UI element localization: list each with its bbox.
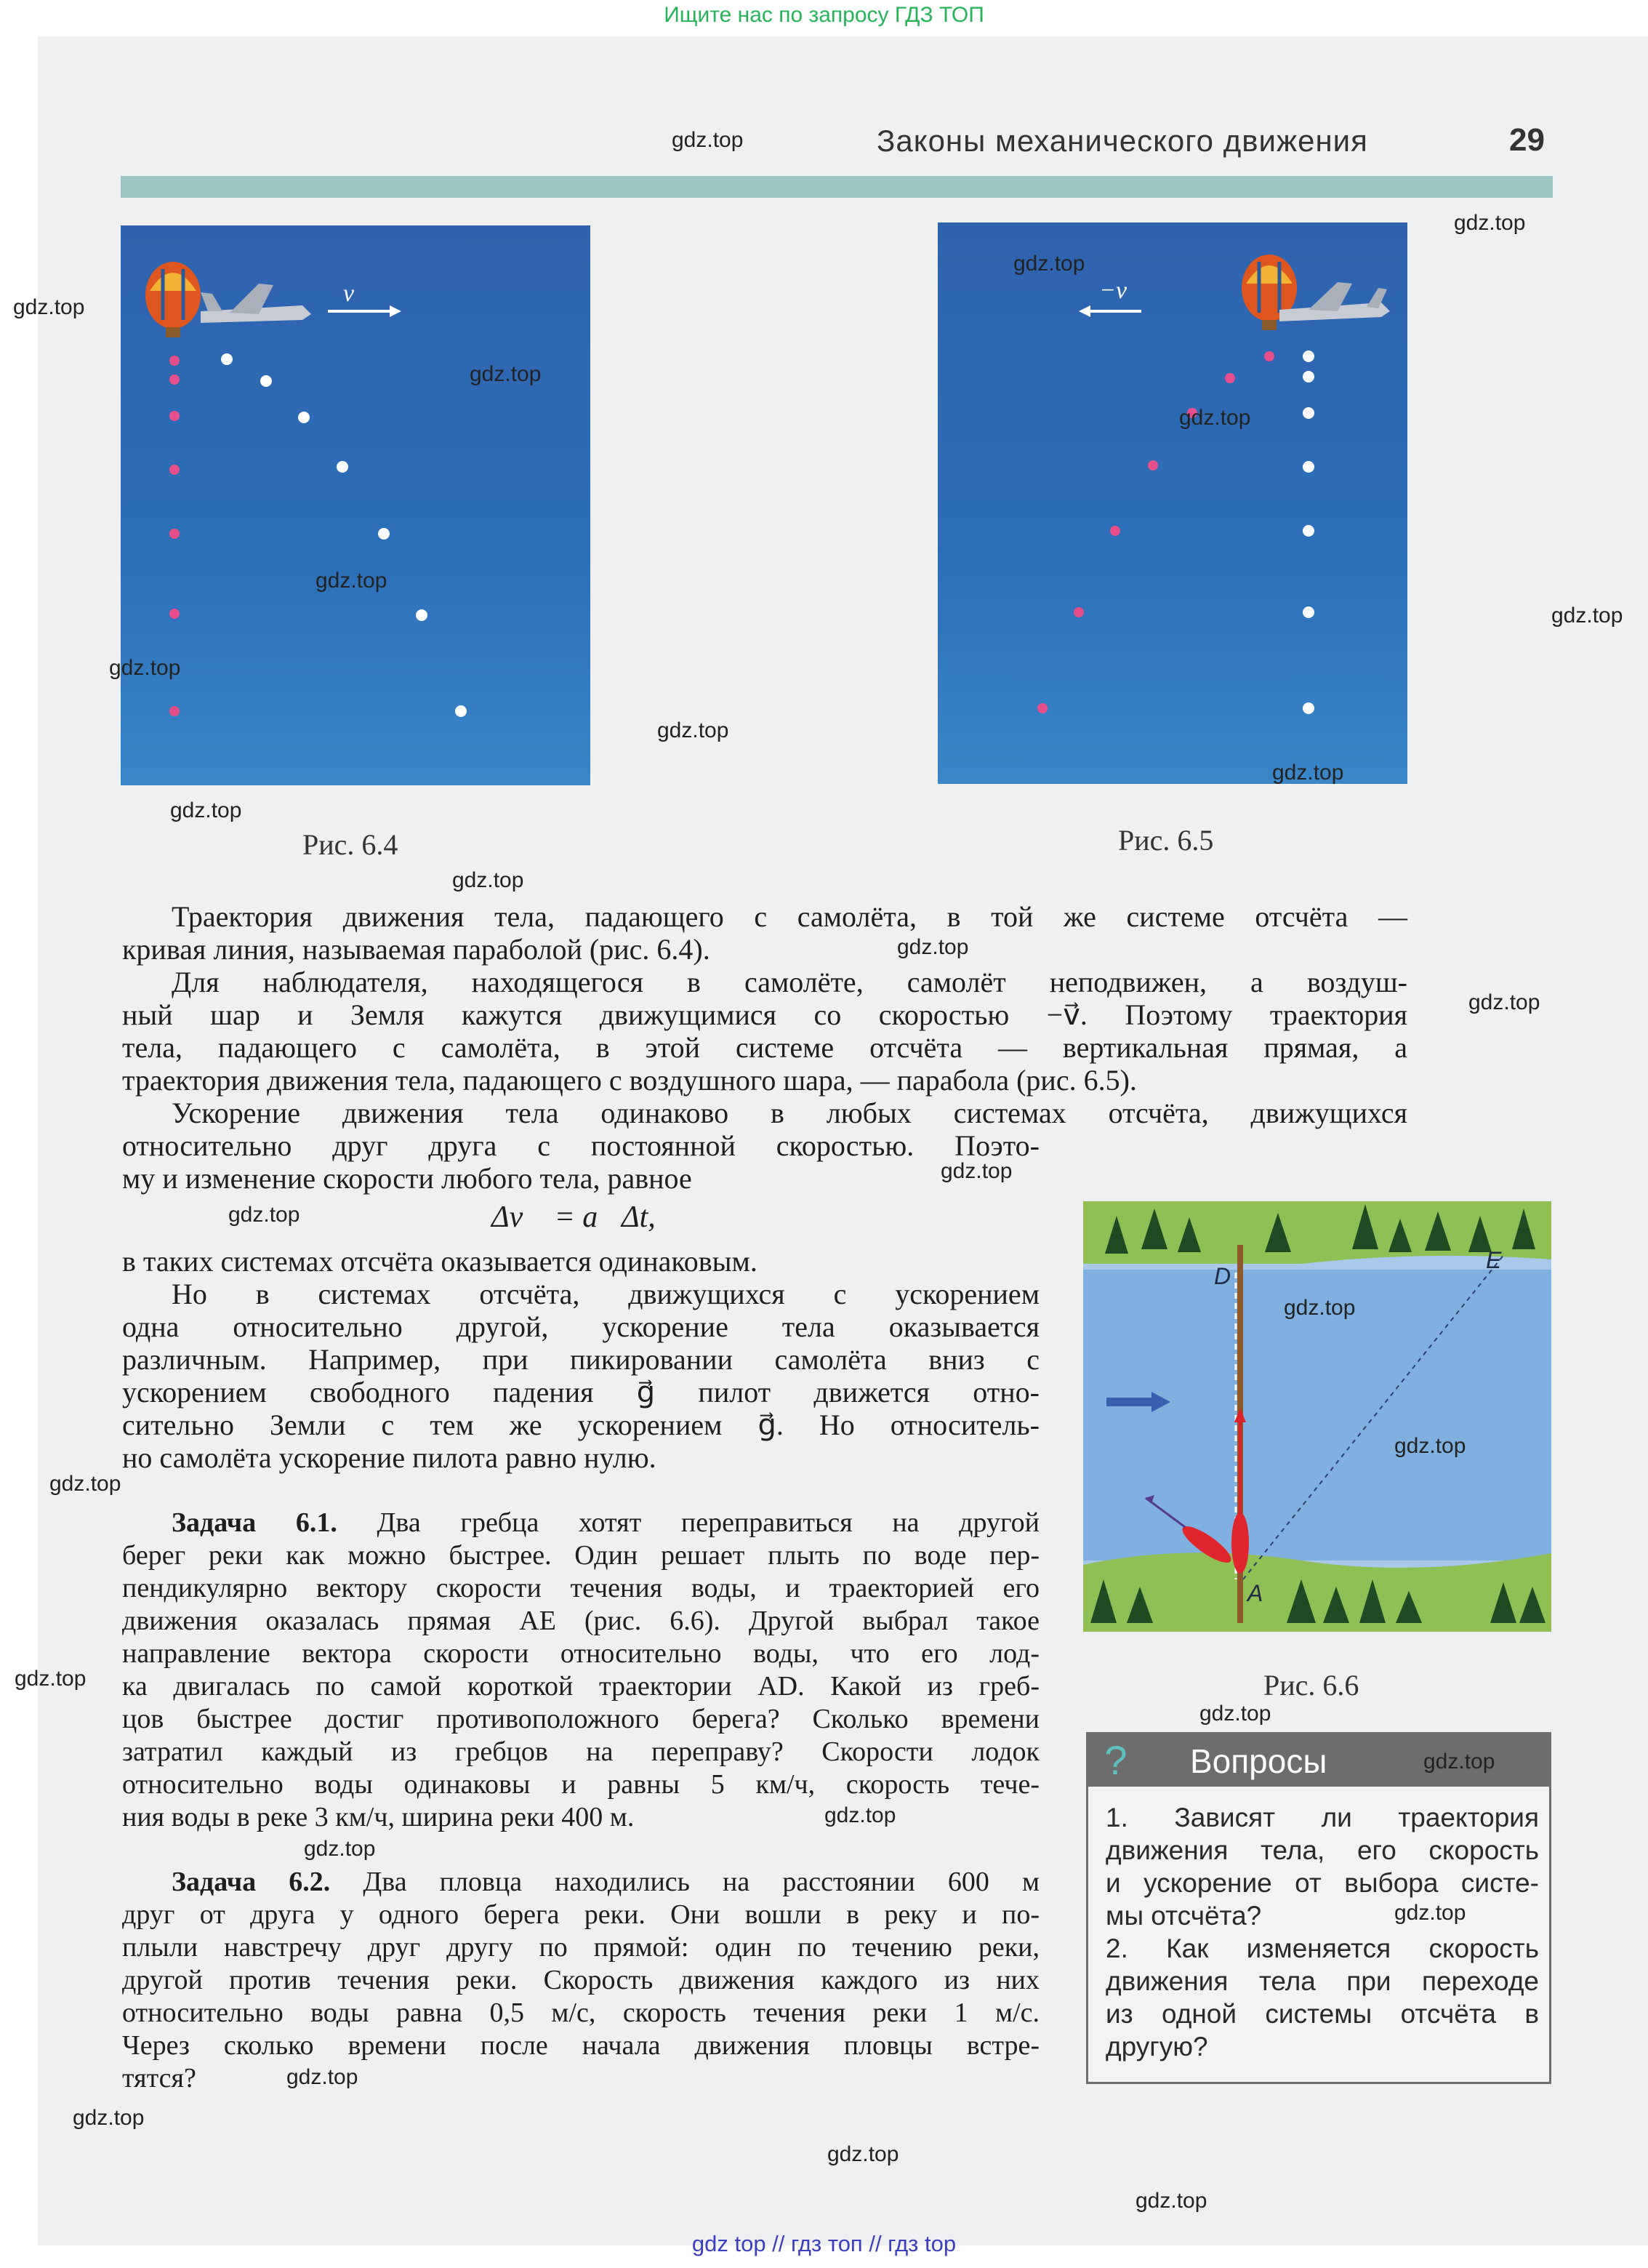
watermark: gdz.top (286, 2065, 358, 2089)
top-banner: Ищите нас по запросу ГДЗ ТОП (664, 3, 984, 27)
text-line: кривая линия, называемая параболой (рис. 6.4). (122, 933, 710, 966)
paragraph-1 (122, 900, 1407, 966)
watermark: gdz.top (824, 1803, 896, 1827)
watermark: gdz.top (73, 2106, 145, 2130)
text-line: относительно друг друга с постоянной скоростью. Поэто- (122, 1129, 1040, 1162)
question-line: мы отсчёта? (1106, 1901, 1262, 1931)
text-line: тятся? (122, 2063, 196, 2093)
paragraph-5 (122, 1278, 1040, 1474)
text-line: друг от друга у одного берега реки. Они вошли в реку и по- (122, 1899, 1040, 1930)
watermark: gdz.top (897, 935, 969, 959)
watermark: gdz.top (1135, 2189, 1207, 2213)
text-line: движения оказалась прямая AE (рис. 6.6). Другой выбрал такое (122, 1606, 1040, 1636)
figure-6-6-caption: Рис. 6.6 (1263, 1669, 1359, 1702)
figure-6-5-caption: Рис. 6.5 (1118, 824, 1214, 857)
text-line: ускорением свободного падения g⃗ пилот движется отно- (122, 1376, 1040, 1409)
figure-6-5 (938, 223, 1407, 784)
task-label: Задача 6.1. (172, 1507, 337, 1538)
text-line: но самолёта ускорение пилота равно нулю. (122, 1441, 656, 1474)
watermark: gdz.top (470, 362, 542, 386)
question-line: из одной системы отсчёта в (1106, 1999, 1539, 2029)
text-line: тела, падающего с самолёта, в этой системе отсчёта — вертикальная прямая, а (122, 1031, 1407, 1064)
watermark: gdz.top (109, 656, 181, 680)
watermark: gdz.top (1394, 1901, 1466, 1925)
text-line: Траектория движения тела, падающего с самолёта, в той же системе отсчёта — (172, 900, 1407, 933)
watermark: gdz.top (672, 128, 744, 152)
watermark: gdz.top (827, 2142, 899, 2166)
watermark: gdz.top (1551, 604, 1623, 628)
text-line: Два пловца находились на расстоянии 600 м (363, 1867, 1040, 1897)
watermark: gdz.top (1423, 1750, 1495, 1774)
text-line: относительно воды одинаковы и равны 5 км/ч, скорость тече- (122, 1769, 1040, 1800)
figure-6-4 (121, 225, 590, 785)
question-line: 1. Зависят ли траектория (1106, 1803, 1539, 1832)
balloon-icon (145, 262, 201, 337)
question-line: движения тела, его скорость (1106, 1835, 1539, 1865)
watermark: gdz.top (1013, 252, 1085, 276)
text-line: ный шар и Земля кажутся движущимися со скоростью −v⃗. Поэтому траектория (122, 998, 1407, 1031)
figure-6-6-drawing (1083, 1201, 1551, 1632)
watermark: gdz.top (657, 718, 729, 742)
paragraph-2 (122, 966, 1407, 1097)
figure-6-6 (1083, 1201, 1551, 1632)
text-line: ка двигалась по самой короткой траектории AD. Какой из греб- (122, 1671, 1040, 1702)
text-line: Ускорение движения тела одинаково в любых системах отсчёта, движущихся (172, 1097, 1407, 1129)
velocity-label: v⃗ (343, 280, 374, 307)
text-line: му и изменение скорости любого тела, равное (122, 1162, 692, 1195)
label-a: A (1247, 1580, 1263, 1606)
text-line (122, 1507, 1040, 1539)
text-line: сительно Земли с тем же ускорением g⃗. Но относитель- (122, 1409, 1040, 1441)
text-line: затратил каждый из гребцов на переправу? Скорости лодок (122, 1736, 1040, 1767)
watermark: gdz.top (13, 295, 85, 319)
text-line: ния воды в реке 3 км/ч, ширина реки 400 м. (122, 1802, 635, 1832)
watermark: gdz.top (1468, 990, 1540, 1014)
watermark: gdz.top (1272, 761, 1344, 785)
airplane-icon (201, 284, 311, 323)
watermark: gdz.top (49, 1472, 121, 1496)
questions-title: Вопросы (1190, 1742, 1327, 1780)
text-line: другой против течения реки. Скорость движения каждого из них (122, 1965, 1040, 1995)
question-mark-icon: ? (1104, 1737, 1128, 1783)
watermark: gdz.top (15, 1667, 87, 1691)
question-line: 2. Как изменяется скорость (1106, 1934, 1539, 1963)
text-line: различным. Например, при пикировании самолёта вниз с (122, 1343, 1040, 1376)
text-line: плыли навстречу друг другу по прямой: один по течению реки, (122, 1932, 1040, 1963)
watermark: gdz.top (304, 1837, 376, 1861)
text-line: Два гребца хотят переправиться на другой (377, 1507, 1040, 1538)
plane-drops (1303, 350, 1314, 714)
watermark: gdz.top (1179, 406, 1251, 430)
velocity-arrow (328, 305, 401, 317)
text-line: траектория движения тела, падающего с воздушного шара, — парабола (рис. 6.5). (122, 1064, 1137, 1097)
watermark: gdz.top (228, 1203, 300, 1227)
watermark: gdz.top (941, 1159, 1013, 1183)
footer-links: gdz top // гдз топ // гдз top (691, 2231, 957, 2256)
text-line: относительно воды равна 0,5 м/с, скорость течения реки 1 м/с. (122, 1997, 1040, 2028)
velocity-arrow (1079, 305, 1141, 317)
text-line: Для наблюдателя, находящегося в самолёте, самолёт неподвижен, а воздуш- (172, 966, 1407, 998)
question-line: другую? (1106, 2032, 1208, 2061)
task-6-1 (122, 1507, 1040, 1834)
task-label: Задача 6.2. (172, 1867, 331, 1897)
question-line: и ускорение от выбора систе- (1106, 1868, 1539, 1898)
questions-box (1086, 1732, 1551, 2084)
watermark: gdz.top (1199, 1702, 1271, 1726)
watermark: gdz.top (1394, 1434, 1466, 1458)
velocity-label: −v⃗ (1099, 277, 1146, 304)
figure-6-4-caption: Рис. 6.4 (302, 828, 398, 861)
questions-text (1106, 1801, 1539, 2063)
text-line: одна относительно другой, ускорение тела оказывается (122, 1310, 1040, 1343)
text-line: Но в системах отсчёта, движущихся с ускорением (172, 1278, 1040, 1310)
paragraph-3 (122, 1097, 1407, 1195)
question-line: движения тела при переходе (1106, 1966, 1539, 1996)
label-e: E (1486, 1247, 1502, 1273)
watermark: gdz.top (1454, 211, 1526, 235)
watermark: gdz.top (170, 798, 242, 822)
figure-6-5-drawing (938, 223, 1407, 784)
text-line: направление вектора скорости относительно воды, что его лод- (122, 1638, 1040, 1669)
page-number: 29 (1509, 122, 1545, 158)
text-line: в таких системах отсчёта оказывается одинаковым. (122, 1245, 757, 1278)
figure-6-4-drawing (121, 225, 590, 785)
text-line: цов быстрее достиг противоположного берега? Сколько времени (122, 1704, 1040, 1734)
task-6-2 (122, 1866, 1040, 2095)
watermark: gdz.top (315, 569, 387, 593)
text-line: Через сколько времени после начала движения пловцы встре- (122, 2030, 1040, 2061)
formula: Δv⃗ = a⃗Δt, (491, 1201, 656, 1234)
text-line: пендикулярно вектору скорости течения воды, и траекторией его (122, 1573, 1040, 1603)
watermark: gdz.top (452, 868, 524, 892)
text-line (122, 1866, 1040, 1899)
text-line: берег реки как можно быстрее. Один решает плыть по воде пер- (122, 1540, 1040, 1571)
plane-drops (221, 353, 467, 717)
near-bank (1083, 1552, 1551, 1632)
boat-a (1231, 1512, 1249, 1574)
running-header-title: Законы механического движения (877, 124, 1368, 158)
header-band (121, 176, 1553, 198)
watermark: gdz.top (1284, 1296, 1356, 1320)
label-d: D (1214, 1263, 1231, 1289)
